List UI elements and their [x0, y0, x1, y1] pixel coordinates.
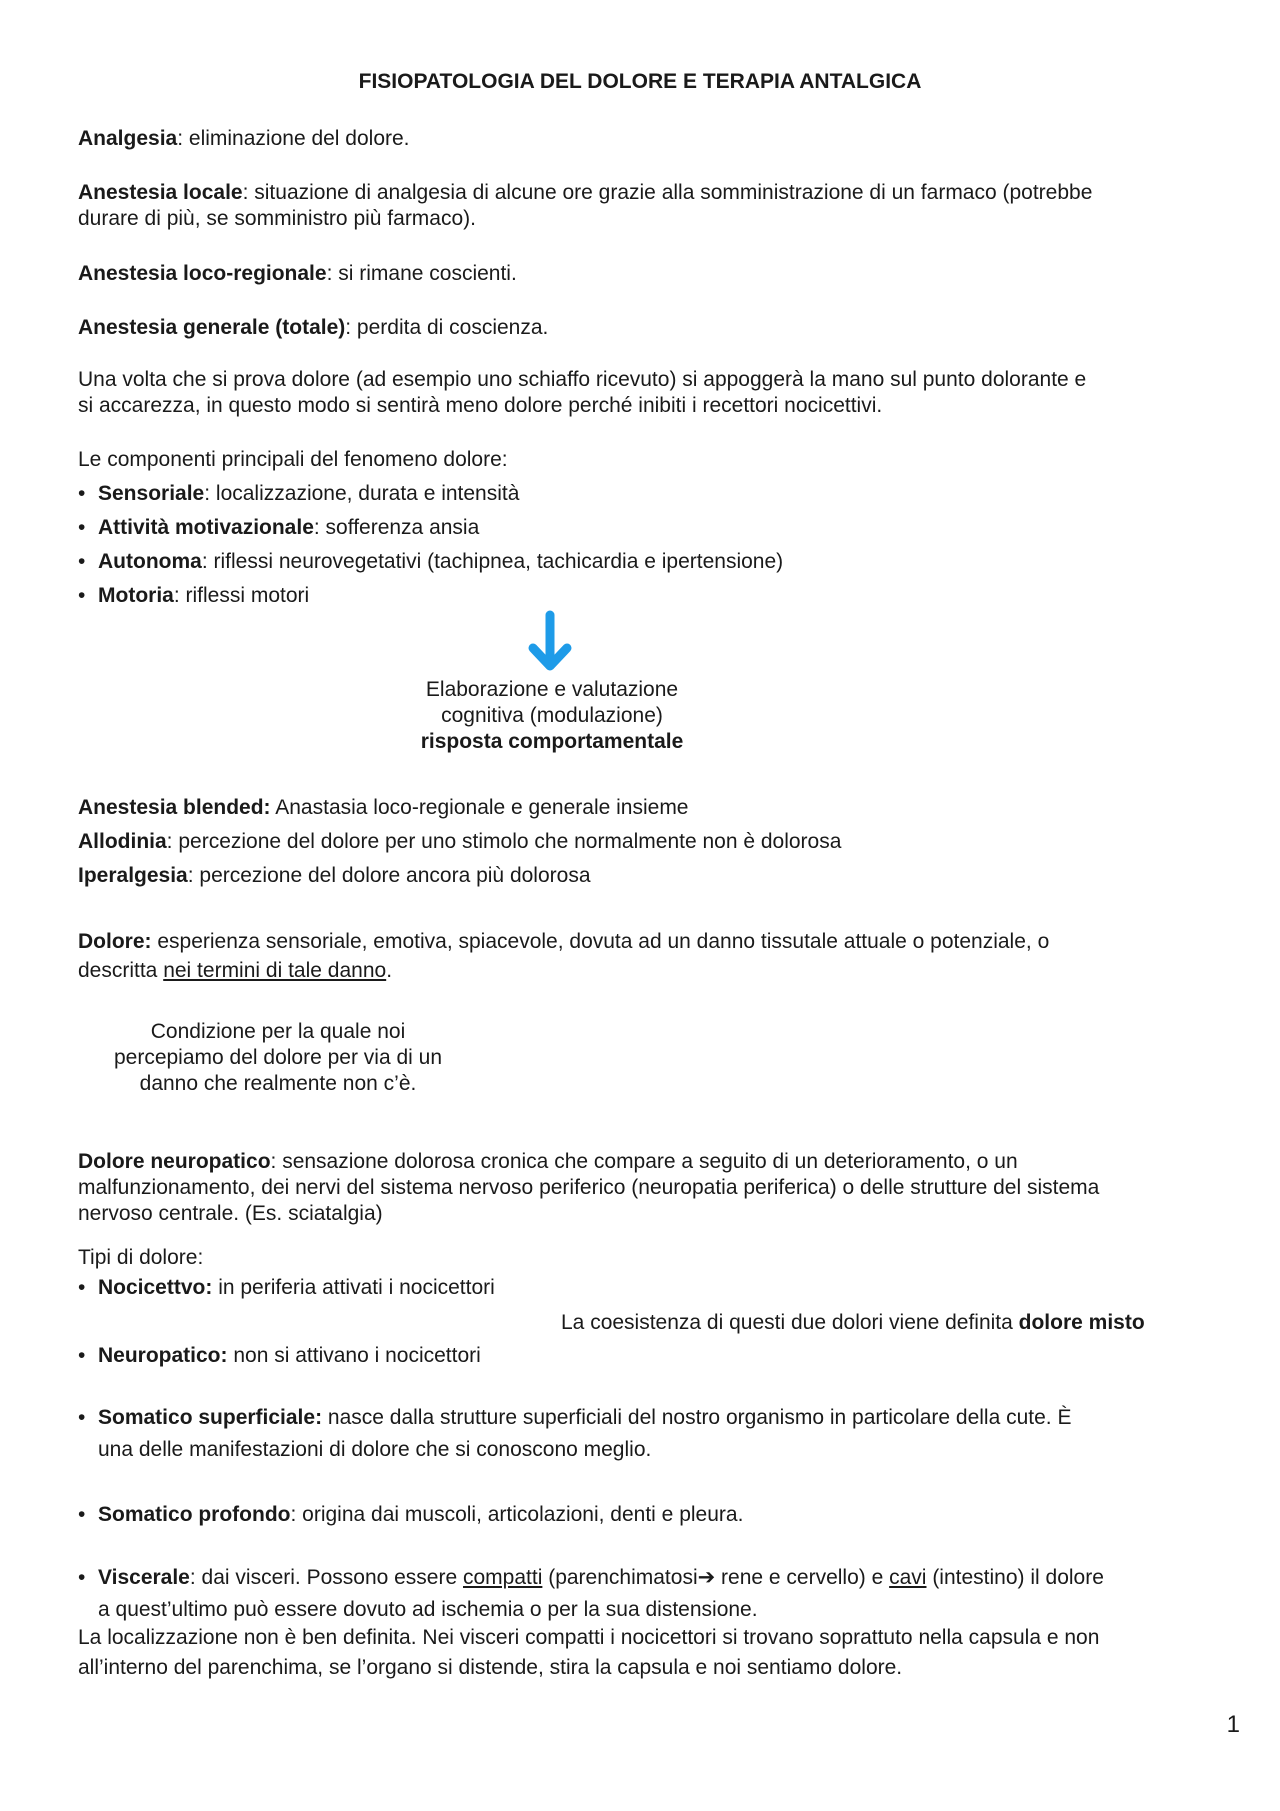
line: percepiamo del dolore per via di un	[113, 1046, 443, 1069]
definition-analgesia	[78, 126, 1248, 152]
item-text: : dai visceri. Possono essere	[189, 1566, 463, 1589]
line: Una volta che si prova dolore (ad esempio uno schiaffo ricevuto) si appoggerà la mano sul punto dolorante e	[78, 368, 1087, 391]
bullet-icon: •	[78, 1566, 86, 1589]
line-text: .	[386, 959, 393, 982]
elaboration-note	[402, 677, 702, 755]
definition-text: esperienza sensoriale, emotiva, spiacevole, dovuta ad un danno tissutale attuale o potenziale, o	[151, 930, 1050, 953]
line	[98, 1565, 1248, 1591]
line: malfunzionamento, dei nervi del sistema nervoso periferico (neuropatia periferica) o delle strutture del sistema	[78, 1176, 1100, 1199]
definition-text: : si rimane coscienti.	[326, 262, 517, 285]
line: si accarezza, in questo modo si sentirà meno dolore perché inibiti i recettori nocicettivi.	[78, 394, 883, 417]
term: Somatico superficiale:	[98, 1406, 323, 1429]
term: Iperalgesia	[78, 864, 188, 887]
list-item	[78, 583, 1248, 609]
bullet-icon: •	[78, 1276, 86, 1299]
term: dolore misto	[1018, 1311, 1145, 1334]
definition-text: Anastasia loco-regionale e generale insieme	[270, 796, 689, 819]
bullet-icon: •	[78, 1406, 86, 1429]
definition-text: : situazione di analgesia di alcune ore grazie alla somministrazione di un farmaco (potrebbe	[242, 181, 1093, 204]
line	[78, 958, 1248, 984]
term: Anestesia loco-regionale	[78, 262, 327, 285]
item-text: (parenchimatosi➔ rene e cervello) e	[542, 1566, 890, 1589]
definition-text: : percezione del dolore ancora più dolorosa	[187, 864, 591, 887]
line: Elaborazione e valutazione	[425, 678, 679, 701]
localization-paragraph	[78, 1625, 1248, 1681]
item-text: : localizzazione, durata e intensità	[204, 482, 520, 505]
bullet-icon: •	[78, 550, 86, 573]
term: Analgesia	[78, 127, 178, 150]
item-text: (intestino) il dolore	[926, 1566, 1104, 1589]
term: Motoria	[98, 584, 174, 607]
definition-text: : perdita di coscienza.	[345, 316, 549, 339]
list-item	[78, 1502, 1248, 1528]
line-text: descritta	[78, 959, 164, 982]
term: Allodinia	[78, 830, 167, 853]
line: durare di più, se somministro più farmaco).	[78, 207, 476, 230]
line: all’interno del parenchima, se l’organo si distende, stira la capsula e noi sentiamo dolore.	[78, 1656, 903, 1679]
definition-loco-regionale	[78, 261, 1248, 287]
list-item	[78, 549, 1248, 575]
term: Neuropatico:	[98, 1344, 228, 1367]
page-number: 1	[1226, 1711, 1240, 1738]
term: Anestesia generale (totale)	[78, 316, 346, 339]
item-text: in periferia attivati i nocicettori	[212, 1276, 495, 1299]
term: Sensoriale	[98, 482, 205, 505]
item-text: : sofferenza ansia	[313, 516, 480, 539]
term: Anestesia blended:	[78, 796, 271, 819]
item-text: : riflessi motori	[173, 584, 310, 607]
underlined-text: nei termini di tale danno	[163, 959, 387, 982]
line: La localizzazione non è ben definita. Nei visceri compatti i nocicettori si trovano soprattuto nella capsula e non	[78, 1626, 1100, 1649]
list-item	[78, 515, 1248, 541]
list-item	[78, 1565, 1248, 1623]
side-note	[88, 1019, 468, 1097]
underlined-text: cavi	[889, 1566, 927, 1589]
line	[78, 1149, 1248, 1175]
term: Anestesia locale	[78, 181, 243, 204]
list-item	[78, 481, 1248, 507]
note-text: La coesistenza di questi due dolori viene definita	[561, 1311, 1019, 1334]
bullet-icon: •	[78, 584, 86, 607]
pain-types-heading: Tipi di dolore:	[78, 1246, 204, 1269]
definition-dolore	[78, 929, 1248, 984]
line: una delle manifestazioni di dolore che si conoscono meglio.	[98, 1438, 652, 1461]
term: Attività motivazionale	[98, 516, 314, 539]
bullet-icon: •	[78, 516, 86, 539]
line: risposta comportamentale	[420, 730, 684, 753]
line: Condizione per la quale noi	[150, 1020, 406, 1043]
term: Dolore neuropatico	[78, 1150, 271, 1173]
definition-text: : eliminazione del dolore.	[177, 127, 410, 150]
definition-allodinia	[78, 829, 1248, 855]
definition-text: : percezione del dolore per uno stimolo che normalmente non è dolorosa	[166, 830, 842, 853]
term: Dolore:	[78, 930, 152, 953]
bullet-icon: •	[78, 1344, 86, 1367]
definition-blended	[78, 795, 1248, 821]
line	[78, 929, 1248, 955]
page-title: FISIOPATOLOGIA DEL DOLORE E TERAPIA ANTALGICA	[358, 70, 922, 93]
list-item	[78, 1405, 1248, 1463]
line	[98, 1405, 1248, 1431]
definition-anestesia-generale	[78, 315, 1248, 341]
mixed-pain-note	[561, 1310, 1145, 1336]
item-text: : riflessi neurovegetativi (tachipnea, tachicardia e ipertensione)	[201, 550, 784, 573]
underlined-text: compatti	[463, 1566, 543, 1589]
bullet-icon: •	[78, 482, 86, 505]
arrow-shape	[533, 615, 567, 666]
list-item	[78, 1275, 1248, 1301]
item-text: nasce dalla strutture superficiali del nostro organismo in particolare della cute. È	[322, 1406, 1072, 1429]
term: Nocicettvo:	[98, 1276, 213, 1299]
line: a quest’ultimo può essere dovuto ad ischemia o per la sua distensione.	[98, 1598, 758, 1621]
item-text: non si attivano i nocicettori	[227, 1344, 481, 1367]
definition-neuropatico	[78, 1149, 1248, 1227]
definition-anestesia-locale	[78, 180, 1248, 232]
intro-paragraph	[78, 367, 1248, 419]
down-arrow-icon	[527, 609, 573, 675]
list-item	[78, 1343, 1248, 1369]
term: Viscerale	[98, 1566, 190, 1589]
term: Autonoma	[98, 550, 202, 573]
item-text: : origina dai muscoli, articolazioni, denti e pleura.	[290, 1503, 744, 1526]
components-heading: Le componenti principali del fenomeno dolore:	[78, 448, 508, 471]
line: cognitiva (modulazione)	[441, 704, 663, 727]
line: nervoso centrale. (Es. sciatalgia)	[78, 1202, 383, 1225]
line: danno che realmente non c’è.	[139, 1072, 417, 1095]
term: Somatico profondo	[98, 1503, 291, 1526]
definition-iperalgesia	[78, 863, 1248, 889]
bullet-icon: •	[78, 1503, 86, 1526]
line	[78, 180, 1248, 206]
definition-text: : sensazione dolorosa cronica che compare a seguito di un deterioramento, o un	[270, 1150, 1018, 1173]
